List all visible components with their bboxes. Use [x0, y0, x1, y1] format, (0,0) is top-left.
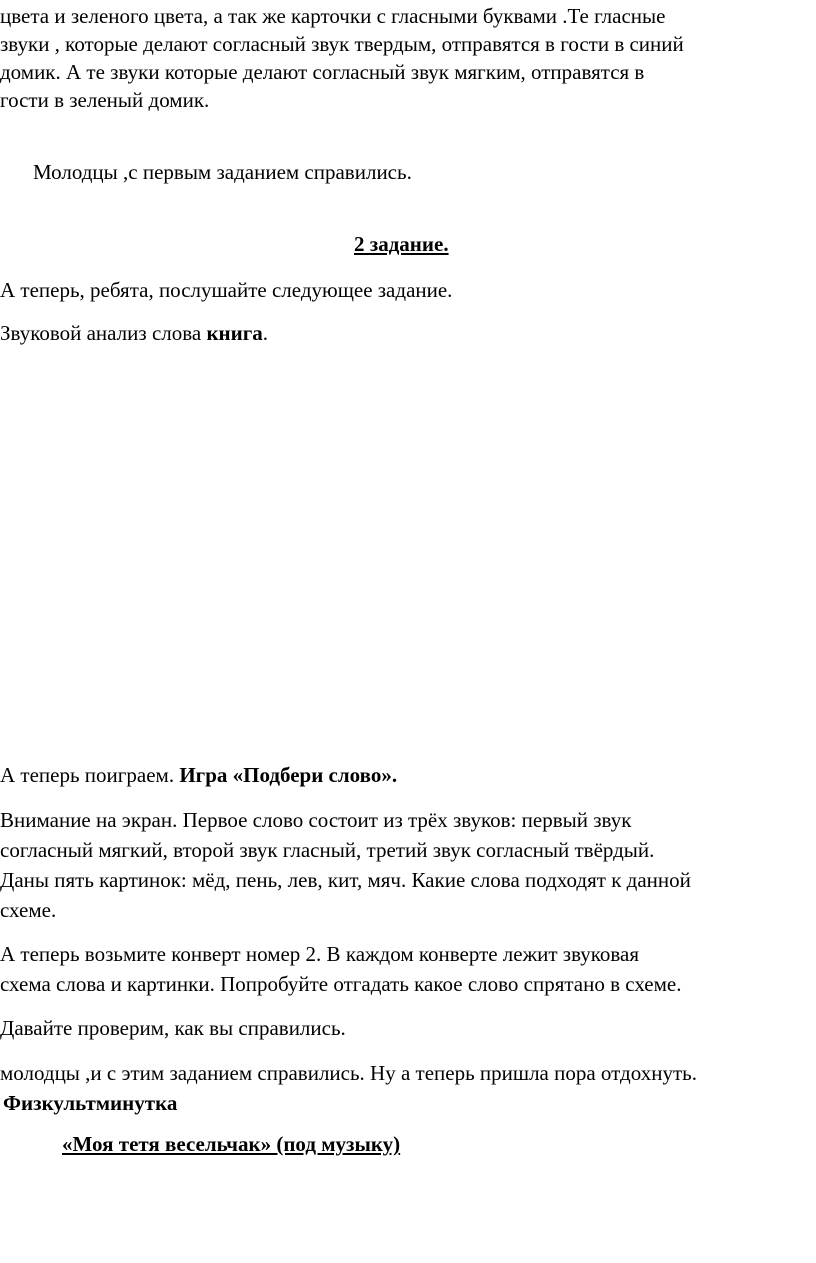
listen-instruction: А теперь, ребята, послушайте следующее задание.	[0, 278, 453, 302]
envelope-instruction-line-1: А теперь возьмите конверт номер 2. В каждом конверте лежит звуковая	[0, 942, 640, 966]
sound-analysis-suffix: .	[262, 321, 269, 345]
screen-instruction-line-1: Внимание на экран. Первое слово состоит из трёх звуков: первый звук	[0, 808, 632, 832]
intro-line-2: звуки , которые делают согласный звук твердым, отправятся в гости в синий	[0, 32, 684, 56]
sound-analysis-word: книга	[206, 321, 263, 345]
screen-instruction-line-4: схеме.	[0, 898, 57, 922]
sound-analysis-prefix: Звуковой анализ слова	[0, 321, 207, 345]
game-intro-line	[0, 761, 397, 789]
screen-instruction-line-3: Даны пять картинок: мёд, пень, лев, кит, мяч. Какие слова подходят к данной	[0, 868, 691, 892]
envelope-instruction-line-2: схема слова и картинки. Попробуйте отгадать какое слово спрятано в схеме.	[0, 972, 682, 996]
game-title: Игра «Подбери слово».	[179, 763, 398, 787]
intro-line-1: цвета и зеленого цвета, а так же карточки с гласными буквами .Те гласные	[0, 4, 666, 28]
game-intro-prefix: А теперь поиграем.	[0, 763, 180, 787]
sound-analysis-line	[0, 319, 268, 347]
praise-second-task: молодцы ,и с этим заданием справились. Ну а теперь пришла пора отдохнуть.	[0, 1061, 697, 1085]
check-instruction: Давайте проверим, как вы справились.	[0, 1016, 346, 1040]
praise-first-task: Молодцы ,с первым заданием справились.	[33, 160, 412, 184]
exercise-title: Физкультминутка	[3, 1091, 178, 1115]
intro-line-4: гости в зеленый домик.	[0, 88, 210, 112]
screen-instruction-line-2: согласный мягкий, второй звук гласный, третий звук согласный твёрдый.	[0, 838, 655, 862]
exercise-song: «Моя тетя весельчак» (под музыку)	[62, 1132, 401, 1156]
task-2-heading: 2 задание.	[354, 232, 449, 256]
intro-line-3: домик. А те звуки которые делают согласный звук мягким, отправятся в	[0, 60, 645, 84]
